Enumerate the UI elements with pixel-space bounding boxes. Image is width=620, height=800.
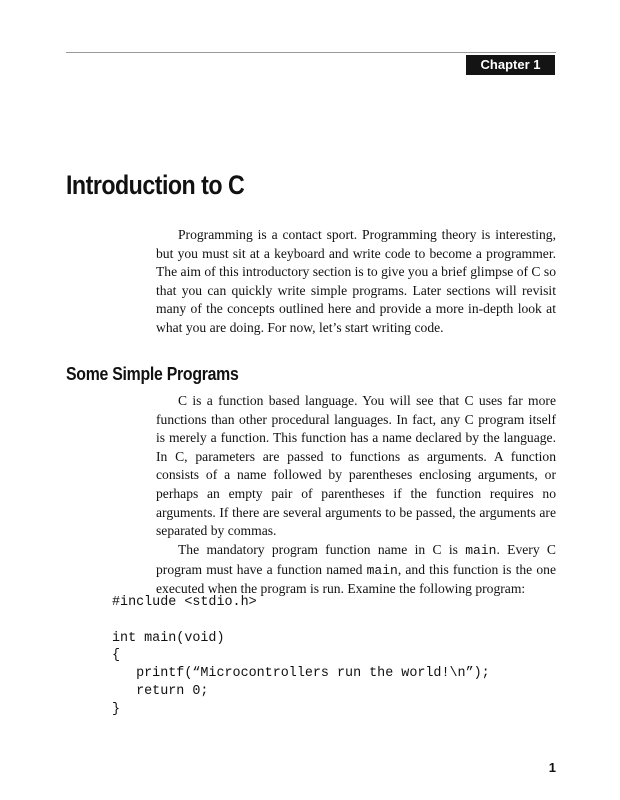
intro-paragraph: Programming is a contact sport. Programming theory is interesting, but you must sit at a keyboard and write code to become a programmer. The aim of this introductory section is to give you a brief glimpse of C so that you can quickly write simple programs. Later sections will revisit many of the concepts outlined here and provide a more in-depth look at what you are doing. For now, let’s start writing code.: [156, 227, 556, 335]
paragraph-text: The mandatory program function name in C is: [178, 542, 466, 557]
chapter-label: Chapter 1: [466, 55, 555, 75]
paragraph-text: . Every C program must have a function named: [156, 542, 556, 577]
section-paragraph-1: C is a function based language. You will see that C uses far more functions than other procedural languages. In fact, any C program itself is merely a function. This function has a name declared by the language. In C, parameters are passed to functions as arguments. A function consists of a name followed by parentheses enclosing arguments, or perhaps an empty pair of parentheses if the function requires no arguments. If there are several arguments to be passed, the arguments are separated by commas.: [156, 393, 556, 539]
section-heading: Some Simple Programs: [66, 364, 239, 384]
chapter-title: Introduction to C: [66, 170, 245, 200]
header-rule: [66, 52, 556, 53]
inline-code-main: main: [465, 543, 497, 558]
page-number: 1: [548, 760, 556, 775]
code-listing: #include <stdio.h> int main(void) { printf(“Microcontrollers run the world!\n”); return 0; }: [112, 595, 490, 717]
paragraph-text: , and this function is the one executed when the program is run. Examine the following program:: [156, 561, 556, 597]
inline-code-main: main: [366, 562, 398, 578]
section-paragraph-2: [156, 541, 556, 599]
